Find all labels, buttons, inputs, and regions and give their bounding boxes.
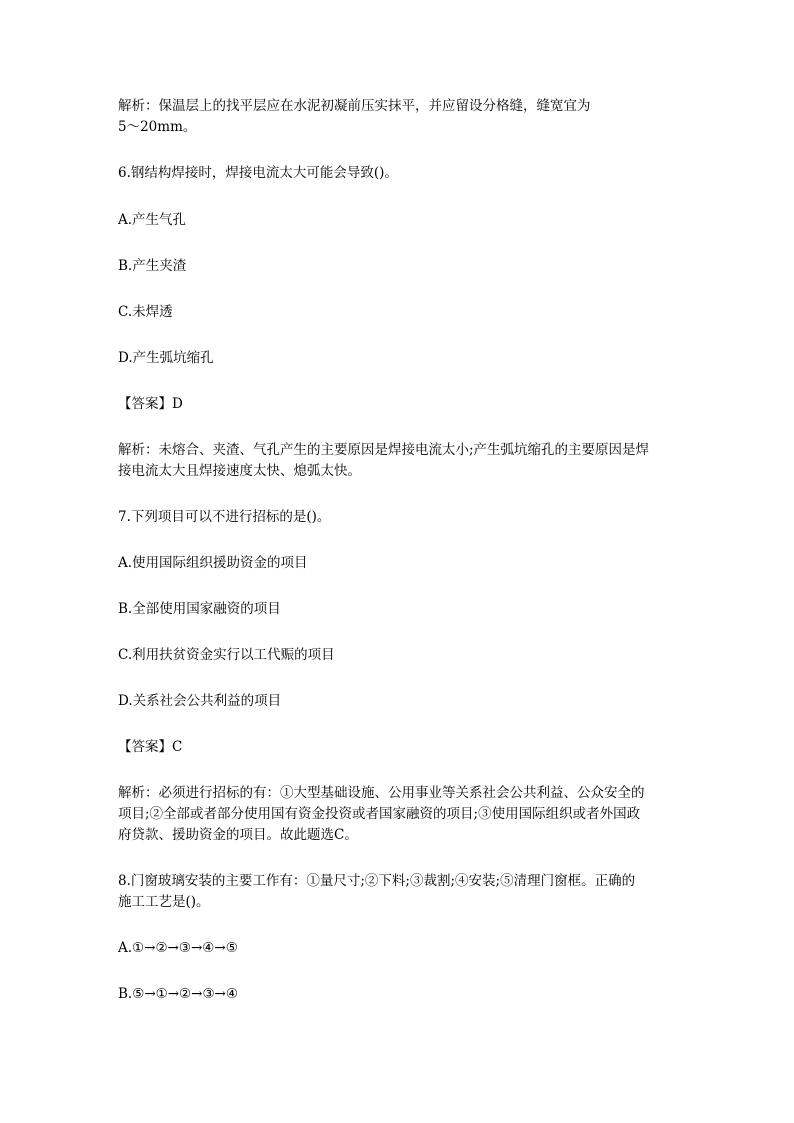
analysis-7-line-3: 府贷款、援助资金的项目。故此题选C。 — [118, 827, 358, 843]
question-7-answer: 【答案】C — [118, 739, 183, 755]
question-7-option-c: C.利用扶贫资金实行以工代赈的项目 — [118, 647, 335, 663]
question-7-option-b: B.全部使用国家融资的项目 — [118, 601, 281, 617]
question-7-option-d: D.关系社会公共利益的项目 — [118, 693, 282, 709]
analysis-5-line-1: 解析：保温层上的找平层应在水泥初凝前压实抹平，并应留设分格缝，缝宽宜为 — [118, 98, 591, 114]
analysis-6-line-1: 解析：未熔合、夹渣、气孔产生的主要原因是焊接电流太小;产生弧坑缩孔的主要原因是焊 — [118, 442, 650, 458]
question-6-stem: 6.钢结构焊接时，焊接电流太大可能会导致()。 — [118, 165, 398, 181]
analysis-5-line-2: 5～20mm。 — [118, 119, 197, 135]
question-6-answer: 【答案】D — [118, 396, 183, 412]
analysis-6-line-2: 接电流太大且焊接速度太快、熄弧太快。 — [118, 463, 361, 479]
question-8-option-b: B.⑤→①→②→③→④ — [118, 986, 238, 1002]
question-6-option-d: D.产生弧坑缩孔 — [118, 350, 214, 366]
question-7-stem: 7.下列项目可以不进行招标的是()。 — [118, 509, 331, 525]
question-6-option-b: B.产生夹渣 — [118, 258, 187, 274]
analysis-7-line-2: 项目;②全部或者部分使用国有资金投资或者国家融资的项目;③使用国际组织或者外国政 — [118, 806, 641, 822]
question-7-option-a: A.使用国际组织援助资金的项目 — [118, 555, 308, 571]
question-8-option-a: A.①→②→③→④→⑤ — [118, 940, 238, 956]
question-6-option-a: A.产生气孔 — [118, 212, 187, 228]
question-8-stem-line-2: 施工工艺是()。 — [118, 894, 210, 910]
question-6-option-c: C.未焊透 — [118, 304, 173, 320]
question-8-stem-line-1: 8.门窗玻璃安装的主要工作有：①量尺寸;②下料;③裁割;④安装;⑤清理门窗框。正确的 — [118, 873, 636, 889]
analysis-7-line-1: 解析：必须进行招标的有：①大型基础设施、公用事业等关系社会公共利益、公众安全的 — [118, 785, 645, 801]
